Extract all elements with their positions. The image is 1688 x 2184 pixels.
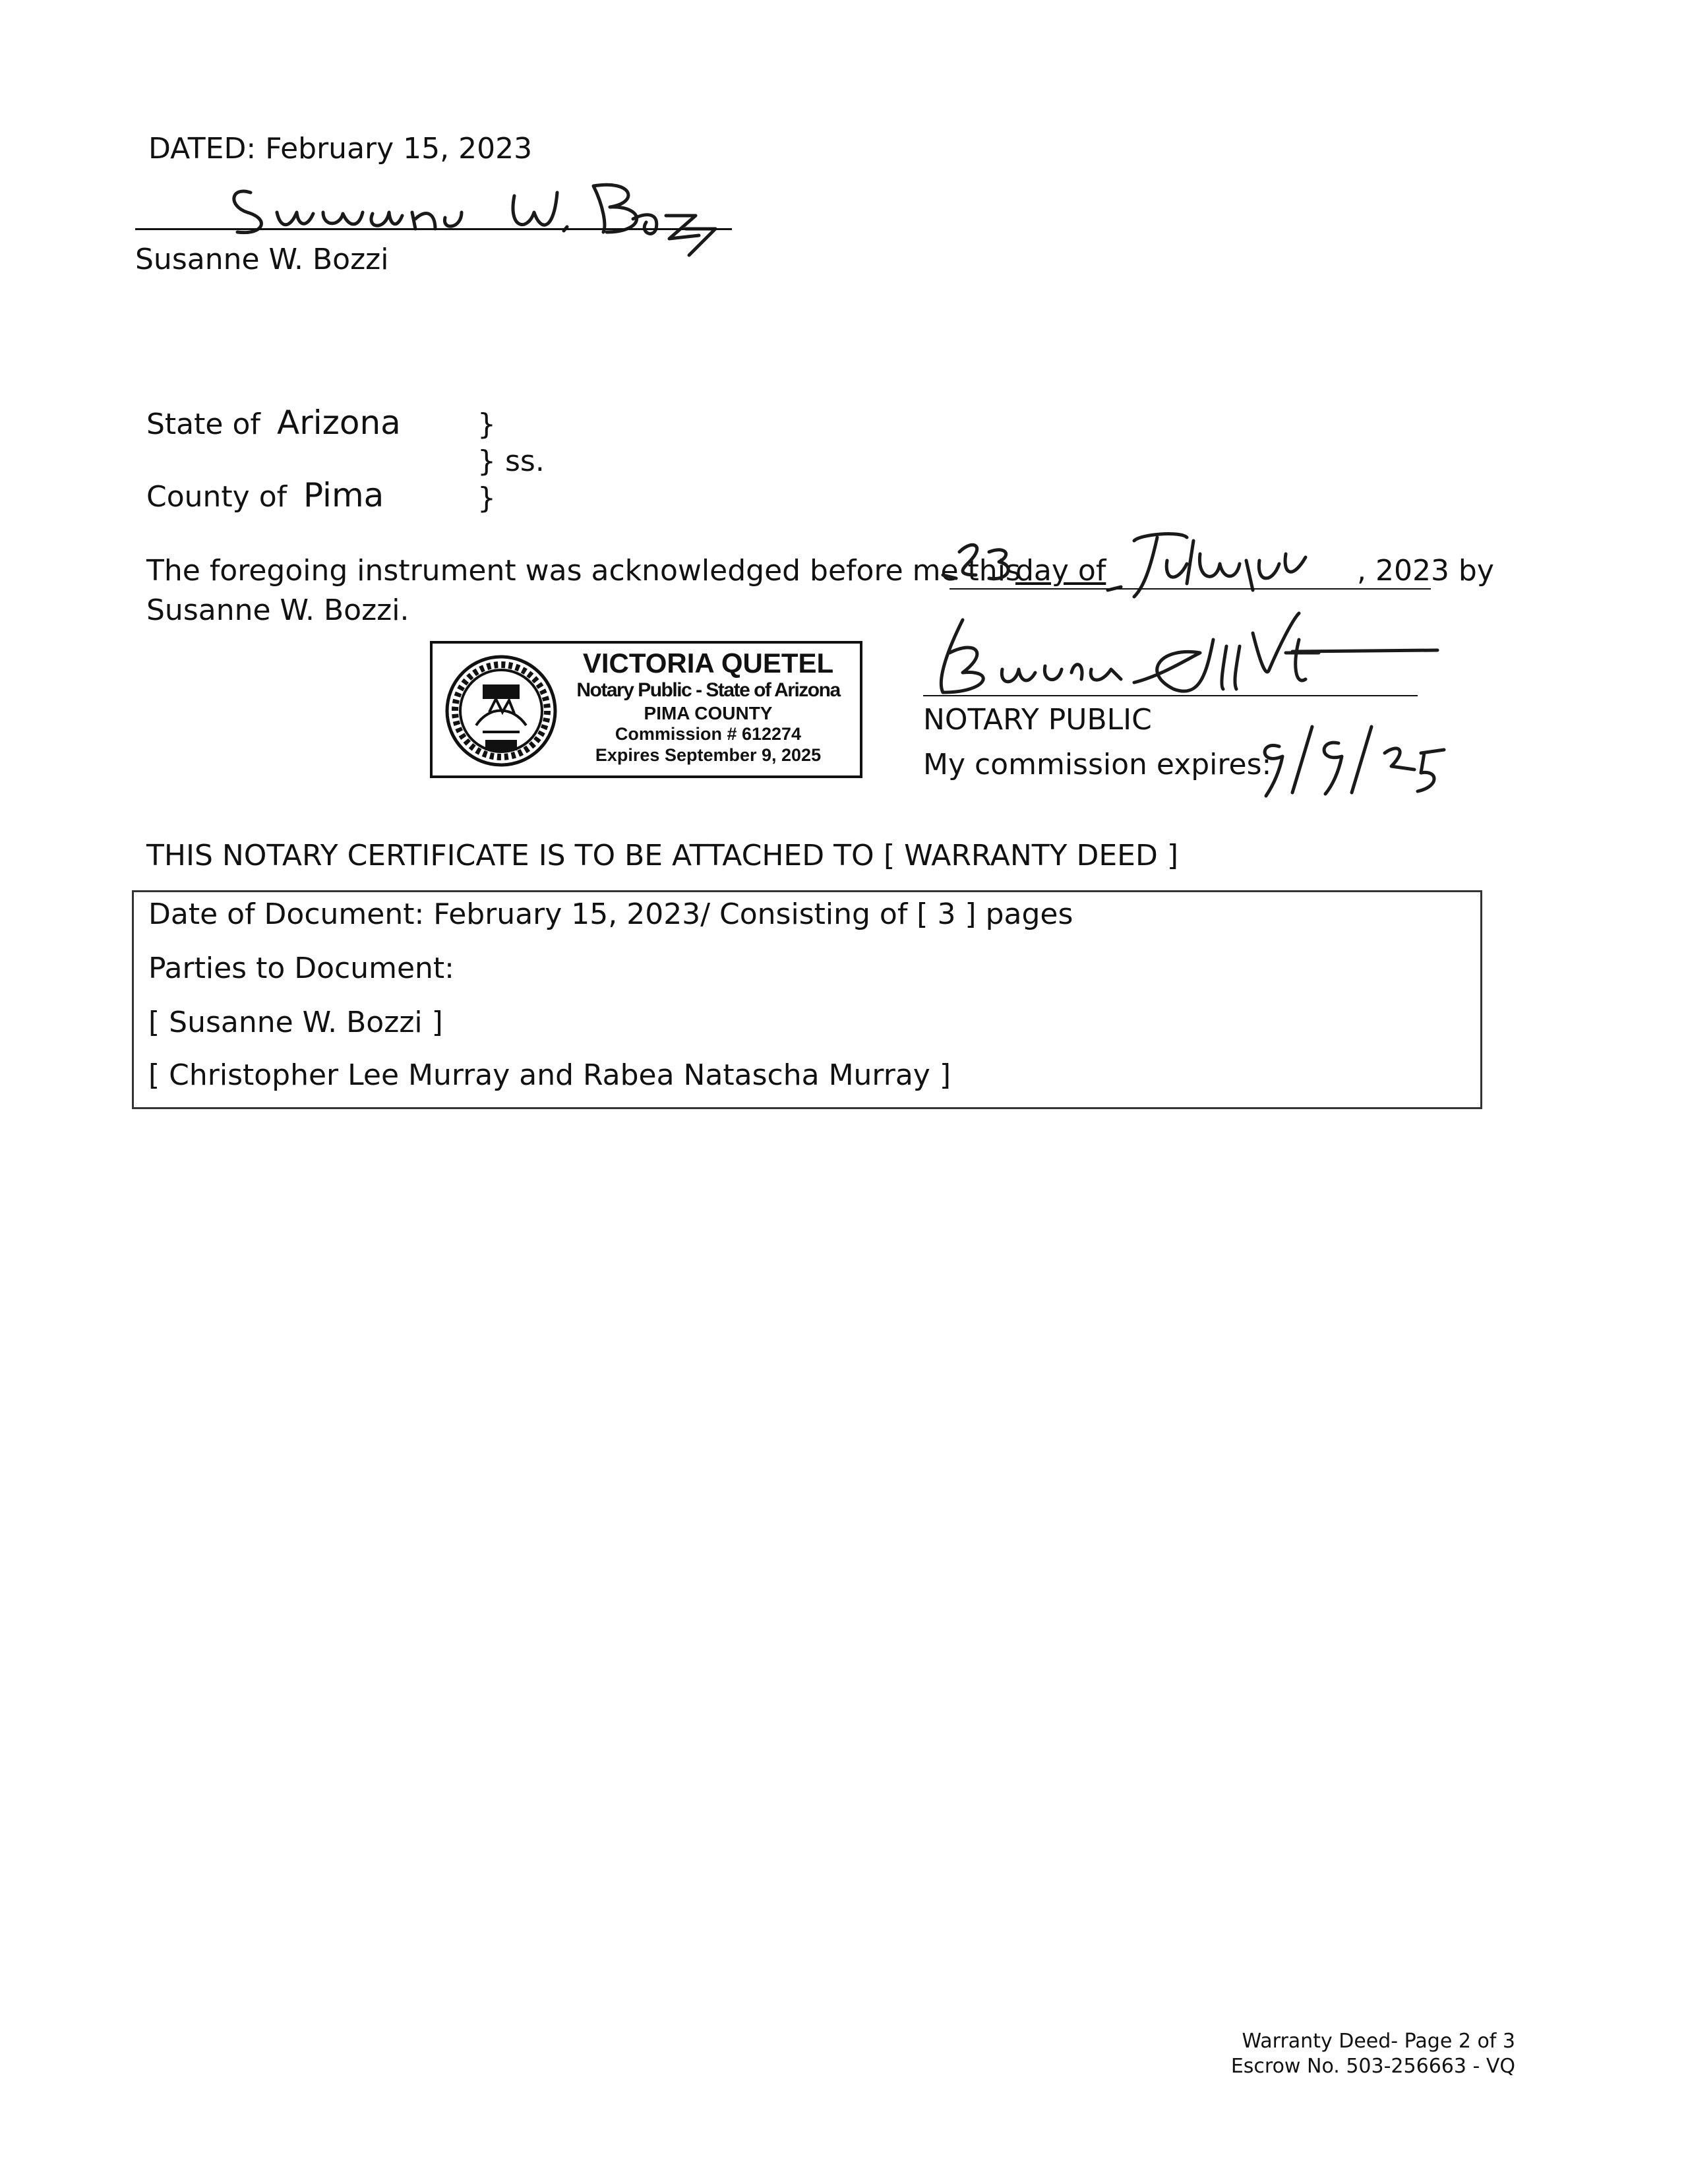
state-seal-icon — [443, 653, 559, 769]
acknowledgment-text: The foregoing instrument was acknowledged before me this — [146, 554, 1021, 588]
footer-page-info: Warranty Deed- Page 2 of 3 — [1242, 2030, 1515, 2053]
county-value: Pima — [303, 476, 384, 514]
notary-signature-line — [923, 695, 1418, 696]
commission-expires-handwritten — [1253, 720, 1451, 799]
parties-label: Parties to Document: — [148, 952, 454, 985]
acknowledgment-day-handwritten — [936, 535, 1029, 588]
day-of-label: day of — [1015, 554, 1106, 588]
grantor-signature-line — [135, 228, 732, 230]
state-value: Arizona — [277, 404, 401, 442]
party-2: [ Christopher Lee Murray and Rabea Natascha Murray ] — [148, 1058, 951, 1092]
dated-label: DATED: — [148, 132, 256, 166]
brace-bottom: } — [477, 481, 496, 515]
notary-stamp — [430, 641, 862, 778]
footer-escrow: Escrow No. 503-256663 - VQ — [1230, 2055, 1515, 2078]
notary-stamp-name: VICTORIA QUETEL — [582, 648, 834, 679]
commission-expires-label: My commission expires: — [923, 748, 1272, 781]
notary-public-title: NOTARY PUBLIC — [923, 703, 1152, 737]
county-label: County of — [146, 480, 287, 514]
dated-value: February 15, 2023 — [265, 132, 533, 166]
attach-document: [ WARRANTY DEED ] — [884, 839, 1178, 872]
state-label: State of — [146, 408, 260, 441]
document-details-box — [132, 890, 1482, 1109]
notary-stamp-commission: Commission # 612274 — [615, 724, 802, 744]
acknowledgment-year: , 2023 by — [1357, 554, 1494, 588]
grantor-name: Susanne W. Bozzi — [135, 243, 389, 276]
date-of-document: Date of Document: February 15, 2023/ Consisting of [ 3 ] pages — [148, 897, 1073, 931]
party-1: [ Susanne W. Bozzi ] — [148, 1006, 443, 1039]
notary-stamp-title: Notary Public - State of Arizona — [576, 679, 840, 701]
acknowledgment-date-line — [950, 588, 1431, 590]
notary-stamp-expires: Expires September 9, 2025 — [595, 745, 822, 765]
attach-label: THIS NOTARY CERTIFICATE IS TO BE ATTACHED TO — [146, 839, 874, 872]
brace-ss: } ss. — [477, 444, 545, 478]
acknowledgment-signer: Susanne W. Bozzi. — [146, 593, 409, 627]
brace-top: } — [477, 408, 496, 441]
dated-line — [148, 132, 532, 166]
notary-stamp-county: PIMA COUNTY — [644, 703, 773, 723]
notary-signature — [923, 607, 1437, 712]
